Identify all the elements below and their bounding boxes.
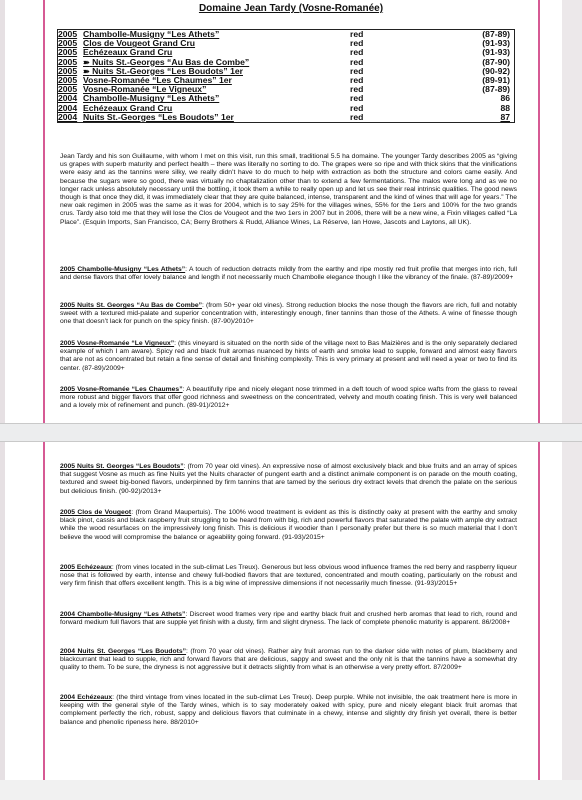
tasting-note	[60, 564, 517, 589]
wine-score: (87-89)	[482, 29, 510, 39]
wine-table-row	[58, 58, 514, 67]
wine-name	[83, 113, 350, 122]
wine-year: 2005	[58, 65, 78, 76]
note-heading: 2005 Nuits St. Georges “Au Bas de Combe”	[60, 302, 202, 309]
wine-table-row	[58, 76, 514, 85]
wine-score: (87-89)	[482, 84, 510, 95]
tasting-note	[60, 509, 517, 542]
note-text: : (this vineyard is situated on the north side of the village next to Bas Maizières and is the only separately declared example of which I am aware). Spicy red and black fruit aromas nuanced by hints of earth and smoke lead to supple, forward and almost easy flavors that are not as concentrated but retain a fine sense of detail and finishing complexity. This is very primary at present and will need a year or two to find its center. (87-89)/2009+	[60, 340, 517, 372]
note-text: : A beautifully ripe and nicely elegant nose trimmed in a deft touch of wood spice wafts from the glass to reveal more robust and bigger flavors that offer good richness and sweetness on the concentrated, velvety and mouth coating finish. This is very well balanced and a lovely mix of refinement and punch. (89-91)/2012+	[60, 386, 518, 410]
wine-name-text: Echézeaux Grand Cru	[83, 48, 173, 58]
wine-score: 88	[500, 102, 510, 113]
wine-name	[83, 67, 350, 76]
wine-name	[83, 39, 350, 48]
wine-color: red	[350, 65, 364, 76]
tasting-note	[60, 302, 517, 327]
scan-bottom-edge	[0, 780, 582, 800]
note-heading: 2005 Nuits St. Georges “Les Boudots”	[60, 463, 184, 470]
note-heading: 2005 Clos de Vougeot	[60, 509, 132, 516]
wine-name	[83, 58, 350, 67]
wine-table-row	[58, 39, 514, 48]
wine-color: red	[350, 84, 364, 95]
wine-color: red	[350, 74, 364, 85]
tasting-note	[60, 611, 517, 627]
wine-color: red	[350, 111, 364, 122]
wine-score: (87-90)	[482, 56, 510, 67]
tasting-note	[60, 386, 517, 411]
wine-name	[83, 104, 350, 113]
tasting-note	[60, 266, 517, 282]
wine-name-text: Nuits St.-Georges “Les Boudots” 1er	[92, 66, 243, 76]
wine-color: red	[350, 56, 364, 67]
note-text: : (the third vintage from vines located in the sub-climat Les Treux). Deep purple. While not invisible, the oak treatment here is more in keeping with the general style of the Tardy wines, which is to say moderately oaked with spicy, pure and nicely elegant black fruit aromas that complement perfectly the rich, robust, sappy and delicious flavors that culminate in a chewy, intense and slightly dry finish yet overall, there is better balance and phenolic ripeness here. 88/2010+	[60, 694, 517, 726]
note-text: : (from Grand Maupertuis). The 100% wood treatment is evident as this is distinctly oaky at present with the earthy and smoky black pinot, cassis and black raspberry fruit struggling to be heard from with big, rich and powerful flavors that saturated the palate with ample dry extract while the wood resurfaces on the impressively long finish. This is delicious if woodier than I personally prefer but there is so much material that I don’t believe the wood will compromise the balance or ageability going forward. (91-93)/2015+	[60, 509, 517, 541]
wine-color: red	[350, 38, 364, 49]
note-heading: 2004 Echézeaux	[60, 694, 113, 701]
note-text: : A touch of reduction detracts mildly from the earthy and ripe mostly red fruit profile that merges into rich, full and dense flavors that offer lovely balance and length if not necessarily much Chambolle elegance though I like the vibrancy of the finale. (87-89)/2009+	[60, 266, 517, 282]
tasting-note	[60, 463, 517, 496]
note-text: : Discreet wood frames very ripe and earthy black fruit and crushed herb aromas that lead to rich, round and forward medium full flavors that are supple yet finish with a dusty, firm and slight dryness. The lack of complete phenolic maturity is apparent. 86/2008+	[60, 611, 517, 627]
note-heading: 2005 Chambolle-Musigny “Les Athets”	[60, 266, 186, 273]
wine-year: 2004	[58, 111, 78, 122]
note-heading: 2005 Vosne-Romanée “Le Vigneux”	[60, 340, 175, 347]
wine-table-row	[58, 85, 514, 94]
note-text: : (from 70 year old vines). An expressive nose of almost exclusively black and blue fruits and an array of spices that suggest Vosne as much as fine Nuits yet the Nuits character of pungent earth and a distinct animale component is on parade on the mouth coating, textured and sweet big-boned flavors, underpinned by firm tannins that are tamed by the serious dry extract levels that drench the palate on the serious but delicious finish. (90-92)/2013+	[60, 463, 517, 495]
tasting-note	[60, 648, 517, 673]
page-title: Domaine Jean Tardy (Vosne-Romanée)	[198, 3, 384, 14]
note-heading: 2005 Echézeaux	[60, 564, 112, 571]
tasting-note	[60, 694, 517, 727]
note-text: : (from vines located in the sub-climat Les Treux). Generous but less obvious wood influence frames the red berry and raspberry liqueur nose that is followed by earth, intense and chewy full-bodied flavors that are textured, concentrated and mouth coating, particularly on the robust and very firm finish that offers excellent length. This is a big wine of impressive dimensions if not necessarily much finesse. (91-93)/2015+	[60, 564, 517, 588]
arrow-icon: ➽	[83, 57, 90, 67]
wine-year: 2005	[58, 56, 78, 67]
wine-name	[83, 94, 350, 103]
wine-name-text: Echézeaux Grand Cru	[83, 103, 173, 113]
wine-name	[83, 48, 350, 57]
note-heading: 2004 Chambolle-Musigny “Les Athets”	[60, 611, 186, 618]
wine-table	[57, 29, 515, 123]
wine-year: 2005	[58, 29, 78, 39]
wine-color: red	[350, 29, 364, 39]
wine-score: (91-93)	[482, 47, 510, 58]
note-heading: 2005 Vosne-Romanée “Les Chaumes”	[60, 386, 183, 393]
wine-name-text: Clos de Vougeot Grand Cru	[83, 39, 196, 49]
wine-year: 2004	[58, 102, 78, 113]
arrow-icon: ➽	[83, 66, 90, 76]
wine-color: red	[350, 93, 364, 104]
wine-table-row	[58, 94, 514, 103]
wine-year: 2005	[58, 84, 78, 95]
wine-year: 2005	[58, 74, 78, 85]
wine-year: 2005	[58, 47, 78, 58]
wine-name-text: Vosne-Romanée “Le Vigneux”	[83, 85, 207, 95]
wine-table-row	[58, 104, 514, 113]
note-text: : (from 70 year old vines). Rather airy fruit aromas run to the darker side with notes of plum, blackberry and blackcurrant that lead to supple, rich and forward flavors that are delicious, sappy and sweet and the only nit is that the tannins have a somewhat dry quality to them. To be sure, the dryness is not aggressive but it detracts slightly from what is an otherwise a very pretty effort. 87/2009+	[60, 648, 517, 672]
wine-name-text: Vosne-Romanée “Les Chaumes” 1er	[83, 75, 232, 85]
scan-edge-left	[0, 0, 5, 800]
wine-name-text: Nuits St.-Georges “Les Boudots” 1er	[83, 112, 234, 122]
wine-table-row	[58, 113, 514, 122]
scan-edge-right	[562, 0, 582, 800]
note-text: : (from 50+ year old vines). Strong reduction blocks the nose though the flavors are rich, full and notably sweet with a textured mid-palate and superior concentration with, interestingly enough, finer tannins than those of the Athets. A wine of finesse though one that doesn’t lack for punch on the spicy finish. (87-90)/2010+	[60, 302, 518, 326]
wine-table-row	[58, 67, 514, 76]
wine-name	[83, 30, 350, 39]
wine-name-text: Chambolle-Musigny “Les Athets”	[83, 30, 220, 39]
wine-name-text: Nuits St.-Georges “Au Bas de Combe”	[92, 57, 250, 67]
wine-score: (91-93)	[482, 38, 510, 49]
wine-table-row	[58, 30, 514, 39]
note-heading: 2004 Nuits St. Georges “Les Boudots”	[60, 648, 187, 655]
wine-score: (89-91)	[482, 74, 510, 85]
wine-table-row	[58, 48, 514, 57]
wine-name	[83, 85, 350, 94]
wine-score: 87	[500, 111, 510, 122]
margin-rule-right	[538, 0, 540, 800]
wine-name	[83, 76, 350, 85]
tasting-note	[60, 340, 517, 373]
wine-year: 2004	[58, 93, 78, 104]
wine-color: red	[350, 47, 364, 58]
page-divider	[0, 423, 582, 442]
wine-score: 86	[500, 93, 510, 104]
intro-paragraph: Jean Tardy and his son Guillaume, with whom I met on this visit, run this small, traditional 5.5 ha domaine. The younger Tardy describes 2005 as “giving us grapes with superb maturity and perfect health – there was literally no sorting to do. The grapes were so ripe and with thick skins that the vinifications were easy and as the tannins were silky, we really didn’t have to do much to help with extraction as both the structure and colors came easily. And because the sugars were so good, there was virtually no chaptalization other than to extend a few fermentations. The malos were long and as we no longer rack unless absolutely necessary until the bottling, it took them a while to really open up and let us see their real intrinsic qualities. The good news though is that once they did, it was immediately clear that they are quite balanced, intense, transparent and the kind of wines that will age for years.” The new oak regimen in 2005 was the same as it was for 2004, which is to say 25% for the villages wines, 55% for the 1ers and 100% for the two grands crus. Tardy also told me that they will lose the Clos de Vougeot and the two 1ers in 2007 but in 2006, there will be a new wine, a Fixin villages called “La Place”. (Esquin Imports, San Francisco, CA; Berry Brothers & Rudd, Alliance Wines, La Réserve, Ian Howe, Jascots and Laytons, all UK).	[60, 153, 517, 226]
wine-name-text: Chambolle-Musigny “Les Athets”	[83, 94, 220, 104]
wine-score: (90-92)	[482, 65, 510, 76]
wine-year: 2005	[58, 38, 78, 49]
wine-color: red	[350, 102, 364, 113]
margin-rule-left	[43, 0, 45, 800]
